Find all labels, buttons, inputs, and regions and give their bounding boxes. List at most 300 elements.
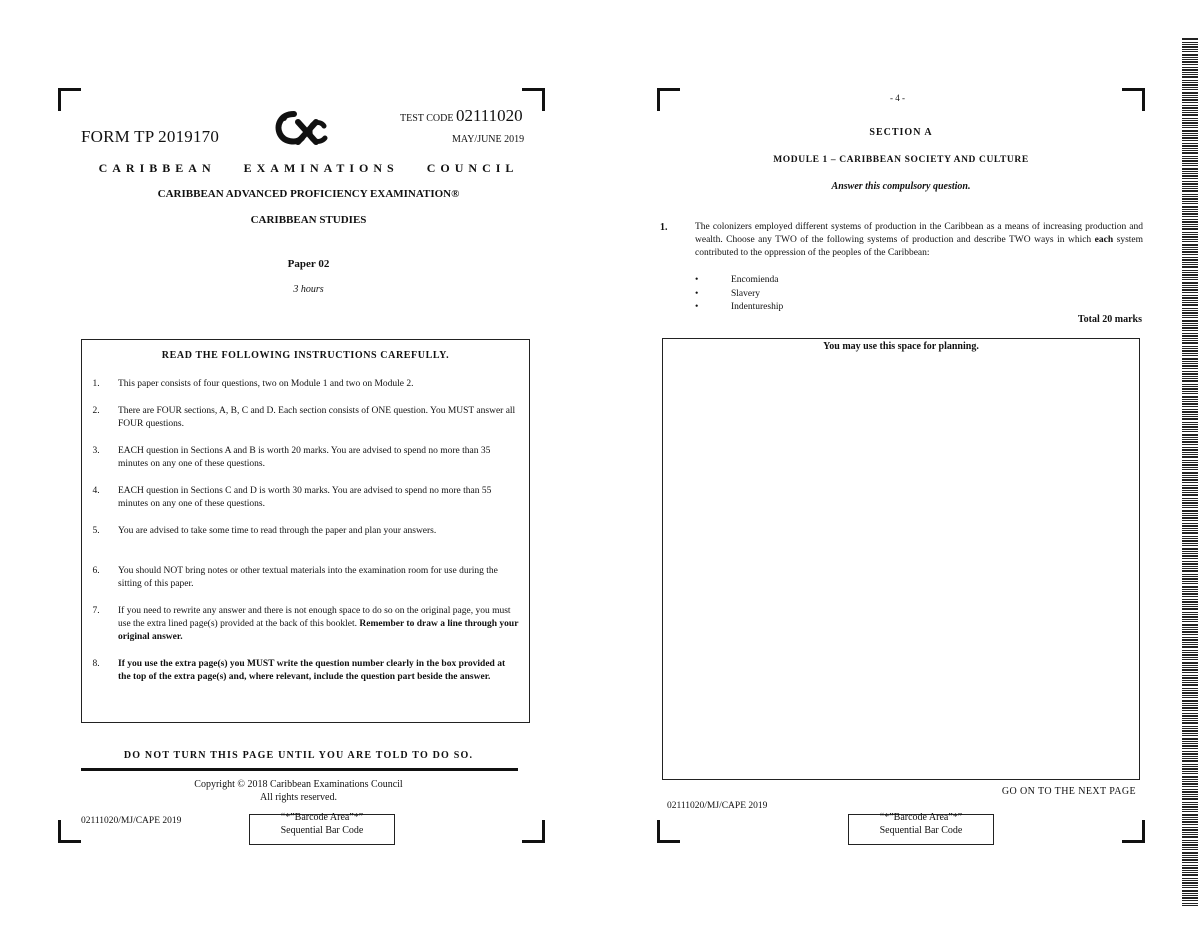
barcode-line — [1182, 475, 1198, 476]
list-item: • Encomienda — [695, 275, 779, 285]
instruction-text: You are advised to take some time to read through the paper and plan your answers. — [118, 526, 437, 536]
barcode-line — [1182, 249, 1198, 250]
barcode-line — [1182, 99, 1198, 101]
barcode-line — [1182, 781, 1198, 782]
barcode-line — [1182, 317, 1198, 318]
barcode-line — [1182, 905, 1198, 906]
barcode-line — [1182, 168, 1198, 170]
instruction-number: 1. — [92, 379, 100, 389]
barcode-line — [1182, 821, 1198, 823]
barcode-line — [1182, 897, 1198, 899]
instruction-text: EACH question in Sections A and B is worth 20 marks. You are advised to spend no more than 35 minutes on any one of these questions. — [118, 446, 491, 469]
barcode-line — [1182, 748, 1198, 749]
barcode-line — [1182, 829, 1198, 831]
barcode-line — [1182, 449, 1198, 451]
list-item-label: Indentureship — [731, 302, 784, 312]
barcode-line — [1182, 211, 1198, 212]
barcode-line — [1182, 771, 1198, 772]
barcode-line — [1182, 82, 1198, 83]
barcode-line — [1182, 333, 1198, 334]
barcode-line — [1182, 528, 1198, 529]
barcode-line — [1182, 783, 1198, 785]
barcode-line — [1182, 510, 1198, 512]
barcode-line — [1182, 878, 1198, 879]
crop-mark-bottom-left — [58, 820, 81, 843]
barcode-line — [1182, 543, 1198, 544]
copyright — [81, 778, 516, 804]
barcode-line — [1182, 667, 1198, 668]
barcode-line — [1182, 105, 1198, 106]
barcode-line — [1182, 67, 1198, 68]
barcode-line — [1182, 479, 1198, 481]
barcode-line — [1182, 507, 1198, 508]
barcode-line — [1182, 735, 1198, 736]
barcode-line — [1182, 247, 1198, 248]
barcode-line — [1182, 373, 1198, 375]
footer-paper-code: 02111020/MJ/CAPE 2019 — [81, 816, 182, 826]
question-text — [695, 221, 1143, 260]
barcode-line — [1182, 722, 1198, 724]
barcode-line — [1182, 530, 1198, 531]
barcode-line — [1182, 95, 1198, 96]
barcode-line — [1182, 424, 1198, 425]
barcode-line — [1182, 292, 1198, 293]
barcode-line — [1182, 690, 1198, 691]
barcode-line — [1182, 145, 1198, 147]
barcode-line — [1182, 713, 1198, 714]
barcode-line — [1182, 700, 1198, 702]
barcode-line — [1182, 152, 1198, 154]
barcode-line — [1182, 228, 1198, 230]
barcode-line — [1182, 540, 1198, 542]
barcode-line — [1182, 832, 1198, 833]
barcode-line — [1182, 836, 1198, 838]
barcode-line — [1182, 135, 1198, 136]
paper-number: Paper 02 — [287, 258, 330, 270]
test-code-label: TEST CODE — [400, 113, 454, 124]
barcode-area-label: “*”Barcode Area”*” — [879, 812, 963, 823]
copyright-line: Copyright © 2018 Caribbean Examinations Council — [194, 779, 403, 790]
barcode-line — [1182, 282, 1198, 284]
test-code — [400, 106, 523, 126]
barcode-line — [1182, 857, 1198, 858]
instruction-text: If you need to rewrite any answer and there is not enough space to do so on the original page, you must use the extra lined page(s) provided at the back of this booklet. — [118, 606, 511, 629]
barcode-line — [1182, 614, 1198, 615]
barcode-line — [1182, 315, 1198, 316]
barcode-line — [1182, 206, 1198, 208]
barcode-line — [1182, 342, 1198, 344]
barcode-line — [1182, 715, 1198, 717]
barcode-line — [1182, 639, 1198, 641]
barcode-caption: Sequential Bar Code — [879, 825, 963, 836]
instruction-item — [92, 378, 520, 391]
barcode-line — [1182, 849, 1198, 850]
barcode-line — [1182, 418, 1198, 420]
barcode-line — [1182, 320, 1198, 322]
barcode-line — [1182, 434, 1198, 436]
barcode-line — [1182, 401, 1198, 402]
barcode-line — [1182, 285, 1198, 286]
barcode-line — [1182, 776, 1198, 778]
barcode-line — [1182, 536, 1198, 537]
barcode-line — [1182, 574, 1198, 575]
barcode-line — [1182, 64, 1198, 65]
barcode-line — [1182, 593, 1198, 595]
barcode-line — [1182, 741, 1198, 742]
barcode-line — [1182, 460, 1198, 461]
barcode-line — [1182, 684, 1198, 686]
barcode-line — [1182, 637, 1198, 638]
barcode-line — [1182, 591, 1198, 592]
barcode-line — [1182, 181, 1198, 182]
barcode-line — [1182, 386, 1198, 387]
barcode-line — [1182, 61, 1198, 63]
barcode-line — [1182, 467, 1198, 468]
barcode-line — [1182, 464, 1198, 466]
barcode-line — [1182, 764, 1198, 765]
barcode-line — [1182, 730, 1198, 732]
barcode-line — [1182, 196, 1198, 197]
section-heading: SECTION A — [869, 127, 933, 138]
barcode-line — [1182, 361, 1198, 362]
barcode-line — [1182, 548, 1198, 550]
barcode-line — [1182, 796, 1198, 797]
barcode-line — [1182, 855, 1198, 856]
barcode-line — [1182, 234, 1198, 235]
barcode-line — [1182, 198, 1198, 200]
barcode-line — [1182, 766, 1198, 767]
barcode-line — [1182, 165, 1198, 166]
barcode-line — [1182, 244, 1198, 246]
barcode-line — [1182, 513, 1198, 514]
barcode-line — [1182, 277, 1198, 278]
barcode-line — [1182, 738, 1198, 740]
barcode-line — [1182, 127, 1198, 128]
barcode-line — [1182, 257, 1198, 258]
barcode-line — [1182, 186, 1198, 187]
barcode-line — [1182, 652, 1198, 653]
barcode-line — [1182, 42, 1198, 43]
barcode-line — [1182, 270, 1198, 271]
barcode-line — [1182, 439, 1198, 440]
barcode-line — [1182, 806, 1198, 808]
barcode-line — [1182, 209, 1198, 210]
barcode-line — [1182, 675, 1198, 676]
barcode-area — [848, 814, 994, 845]
barcode-line — [1182, 133, 1198, 134]
instruction-number: 4. — [92, 486, 100, 496]
barcode-line — [1182, 266, 1198, 268]
barcode-line — [1182, 646, 1198, 648]
barcode-line — [1182, 213, 1198, 215]
barcode-line — [1182, 80, 1198, 81]
barcode-line — [1182, 118, 1198, 119]
barcode-line — [1182, 517, 1198, 519]
barcode-line — [1182, 814, 1198, 816]
barcode-line — [1182, 76, 1198, 78]
barcode-line — [1182, 89, 1198, 90]
go-on-notice: GO ON TO THE NEXT PAGE — [1001, 786, 1136, 797]
barcode-line — [1182, 583, 1198, 584]
barcode-line — [1182, 454, 1198, 455]
module-heading: MODULE 1 – CARIBBEAN SOCIETY AND CULTURE — [773, 155, 1029, 165]
barcode-line — [1182, 751, 1198, 752]
list-item: • Indentureship — [695, 302, 784, 312]
council-word: COUNCIL — [426, 161, 519, 175]
barcode-line — [1182, 612, 1198, 613]
barcode-line — [1182, 51, 1198, 52]
subject-title: CARIBBEAN STUDIES — [250, 214, 367, 226]
barcode-line — [1182, 122, 1198, 124]
instruction-item — [92, 405, 520, 431]
barcode-line — [1182, 97, 1198, 98]
barcode-line — [1182, 688, 1198, 689]
barcode-line — [1182, 325, 1198, 326]
barcode-line — [1182, 148, 1198, 149]
barcode-line — [1182, 520, 1198, 521]
barcode-line — [1182, 272, 1198, 273]
barcode-line — [1182, 608, 1198, 610]
barcode-line — [1182, 173, 1198, 174]
barcode-line — [1182, 791, 1198, 793]
barcode-line — [1182, 616, 1198, 618]
barcode-line — [1182, 87, 1198, 88]
crop-mark-bottom-right — [522, 820, 545, 843]
barcode-line — [1182, 819, 1198, 820]
barcode-line — [1182, 802, 1198, 803]
barcode-line — [1182, 224, 1198, 225]
planning-area[interactable] — [662, 338, 1140, 780]
instruction-number: 6. — [92, 566, 100, 576]
barcode-line — [1182, 773, 1198, 774]
barcode-line — [1182, 297, 1198, 299]
test-code-number: 02111020 — [455, 106, 523, 125]
barcode-line — [1182, 677, 1198, 679]
barcode-line — [1182, 74, 1198, 75]
barcode-line — [1182, 156, 1198, 157]
barcode-line — [1182, 893, 1198, 894]
barcode-line — [1182, 890, 1198, 892]
instruction-item — [92, 485, 520, 511]
barcode-line — [1182, 69, 1198, 71]
crop-mark-bottom-left — [657, 820, 680, 843]
council-name — [81, 161, 536, 176]
barcode-line — [1182, 49, 1198, 50]
barcode-line — [1182, 498, 1198, 499]
barcode-area — [249, 814, 395, 845]
divider-rule — [81, 768, 518, 771]
barcode-line — [1182, 654, 1198, 656]
question-emphasis: each — [1094, 235, 1114, 245]
answer-instruction: Answer this compulsory question. — [831, 181, 971, 192]
barcode-line — [1182, 705, 1198, 706]
barcode-line — [1182, 338, 1198, 339]
instruction-text: This paper consists of four questions, two on Module 1 and two on Module 2. — [118, 379, 414, 389]
barcode-line — [1182, 703, 1198, 704]
barcode-line — [1182, 847, 1198, 848]
planning-label: You may use this space for planning. — [823, 341, 979, 352]
barcode-line — [1182, 289, 1198, 291]
barcode-line — [1182, 163, 1198, 164]
barcode-line — [1182, 900, 1198, 901]
barcode-line — [1182, 441, 1198, 443]
instruction-item — [92, 565, 520, 591]
barcode-line — [1182, 203, 1198, 204]
barcode-line — [1182, 327, 1198, 329]
barcode-line — [1182, 756, 1198, 757]
barcode-line — [1182, 525, 1198, 527]
instruction-bold-text: Remember to draw a line through your original answer. — [118, 619, 519, 642]
barcode-line — [1182, 596, 1198, 597]
barcode-line — [1182, 426, 1198, 428]
barcode-line — [1182, 743, 1198, 744]
barcode-line — [1182, 726, 1198, 727]
barcode-line — [1182, 368, 1198, 369]
barcode-line — [1182, 589, 1198, 590]
barcode-line — [1182, 538, 1198, 539]
barcode-line — [1182, 308, 1198, 309]
barcode-line — [1182, 682, 1198, 683]
barcode-line — [1182, 399, 1198, 400]
barcode-line — [1182, 340, 1198, 341]
barcode-line — [1182, 532, 1198, 534]
exam-title: CARIBBEAN ADVANCED PROFICIENCY EXAMINATION® — [157, 188, 460, 200]
barcode-line — [1182, 629, 1198, 630]
barcode-line — [1182, 262, 1198, 263]
barcode-line — [1182, 160, 1198, 162]
barcode-line — [1182, 302, 1198, 303]
barcode-line — [1182, 396, 1198, 398]
barcode-line — [1182, 411, 1198, 413]
barcode-line — [1182, 515, 1198, 516]
instruction-text: There are FOUR sections, A, B, C and D. Each section consists of ONE question. You MUST answer all FOUR questions. — [118, 406, 516, 429]
barcode-line — [1182, 760, 1198, 762]
barcode-line — [1182, 348, 1198, 349]
barcode-line — [1182, 300, 1198, 301]
barcode-line — [1182, 406, 1198, 407]
barcode-line — [1182, 393, 1198, 394]
barcode-line — [1182, 862, 1198, 863]
barcode-line — [1182, 422, 1198, 423]
barcode-line — [1182, 505, 1198, 506]
barcode-line — [1182, 753, 1198, 755]
barcode-line — [1182, 621, 1198, 622]
barcode-line — [1182, 619, 1198, 620]
barcode-line — [1182, 779, 1198, 780]
instruction-number: 3. — [92, 446, 100, 456]
instructions-heading: READ THE FOLLOWING INSTRUCTIONS CAREFULLY. — [161, 350, 450, 361]
barcode-line — [1182, 570, 1198, 572]
barcode-line — [1182, 388, 1198, 390]
barcode-line — [1182, 490, 1198, 491]
barcode-line — [1182, 492, 1198, 493]
barcode-line — [1182, 355, 1198, 356]
barcode-line — [1182, 606, 1198, 607]
barcode-line — [1182, 175, 1198, 177]
production-systems-list — [695, 274, 783, 315]
barcode-line — [1182, 112, 1198, 113]
list-item-label: Encomienda — [731, 275, 779, 285]
form-code: FORM TP 2019170 — [81, 127, 220, 146]
barcode-line — [1182, 662, 1198, 664]
barcode-line — [1182, 304, 1198, 306]
barcode-line — [1182, 672, 1198, 673]
barcode-line — [1182, 872, 1198, 873]
do-not-turn-notice: DO NOT TURN THIS PAGE UNTIL YOU ARE TOLD TO DO SO. — [123, 750, 474, 761]
barcode-line — [1182, 842, 1198, 843]
barcode-line — [1182, 804, 1198, 805]
barcode-line — [1182, 798, 1198, 800]
barcode-line — [1182, 462, 1198, 463]
list-item: • Slavery — [695, 288, 761, 299]
barcode-line — [1182, 867, 1198, 869]
barcode-line — [1182, 789, 1198, 790]
council-word: CARIBBEAN — [98, 161, 216, 175]
barcode-line — [1182, 201, 1198, 202]
barcode-line — [1182, 718, 1198, 719]
barcode-line — [1182, 680, 1198, 681]
barcode-line — [1182, 794, 1198, 795]
barcode-line — [1182, 178, 1198, 179]
barcode-line — [1182, 358, 1198, 360]
barcode-line — [1182, 903, 1198, 904]
barcode-line — [1182, 84, 1198, 86]
barcode-line — [1182, 216, 1198, 217]
total-marks: Total 20 marks — [1077, 314, 1142, 325]
barcode-line — [1182, 456, 1198, 458]
barcode-line — [1182, 523, 1198, 524]
barcode-line — [1182, 817, 1198, 818]
barcode-line — [1182, 414, 1198, 415]
barcode-line — [1182, 882, 1198, 884]
barcode-line — [1182, 236, 1198, 238]
barcode-line — [1182, 642, 1198, 643]
instructions-box — [81, 339, 530, 723]
barcode-line — [1182, 365, 1198, 367]
barcode-line — [1182, 840, 1198, 841]
question-text-part: system contributed to the oppression of the peoples of the Caribbean: — [695, 235, 1144, 258]
instruction-item — [92, 445, 520, 471]
barcode-line — [1182, 502, 1198, 504]
exam-session: MAY/JUNE 2019 — [452, 134, 525, 145]
barcode-line — [1182, 183, 1198, 185]
barcode-line — [1182, 599, 1198, 600]
barcode-line — [1182, 895, 1198, 896]
instruction-number: 7. — [92, 606, 100, 616]
barcode-line — [1182, 254, 1198, 255]
cxc-logo — [272, 108, 332, 150]
question-text-part: The colonizers employed different systems of production in the Caribbean as a means of increasing production and wealth. Choose any TWO of the following systems of production and describe TWO ways in which — [695, 222, 1143, 245]
barcode-line — [1182, 409, 1198, 410]
barcode-line — [1182, 710, 1198, 711]
barcode-line — [1182, 259, 1198, 261]
barcode-line — [1182, 874, 1198, 876]
list-item-label: Slavery — [731, 288, 761, 299]
barcode-line — [1182, 627, 1198, 628]
instruction-text: You should NOT bring notes or other textual materials into the examination room for use during the sitting of this paper. — [118, 566, 498, 589]
crop-mark-top-left — [58, 88, 81, 111]
barcode-line — [1182, 72, 1198, 73]
barcode-line — [1182, 251, 1198, 253]
barcode-line — [1182, 624, 1198, 626]
barcode-line — [1182, 824, 1198, 825]
barcode-line — [1182, 92, 1198, 94]
barcode-line — [1182, 870, 1198, 871]
barcode-line — [1182, 143, 1198, 144]
barcode-line — [1182, 809, 1198, 810]
barcode-line — [1182, 692, 1198, 694]
crop-mark-top-left — [657, 88, 680, 111]
